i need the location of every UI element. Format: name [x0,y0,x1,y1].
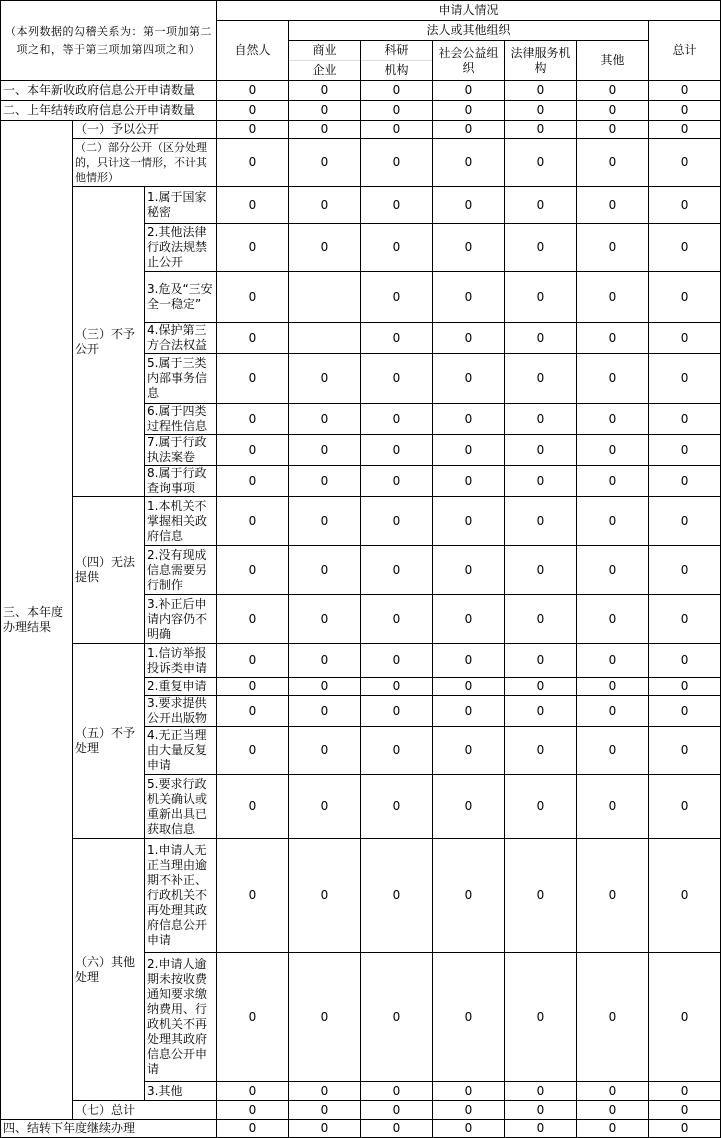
cell-other: 0 [577,696,649,727]
cell-social: 0 [433,224,505,272]
cell-total: 0 [649,435,721,466]
cell-commercial: 0 [289,404,361,435]
cell-natural: 0 [217,1082,289,1101]
cell-commercial: 0 [289,1101,361,1120]
row-label: 2.申请人逾期未按收费通知要求缴纳费用、行政机关不再处理其政府信息公开申请 [145,953,217,1082]
cell-other: 0 [577,121,649,139]
cell-research: 0 [361,187,433,224]
cell-total: 0 [649,497,721,546]
formula-note: （本列数据的勾稽关系为：第一项加第二项之和，等于第三项加第四项之和） [1,1,217,81]
cell-commercial [289,272,361,323]
legal-service-header: 法律服务机构 [505,41,577,81]
cell-research: 0 [361,696,433,727]
row-label: 4.无正当理由大量反复申请 [145,727,217,775]
cell-commercial: 0 [289,224,361,272]
cell-total: 0 [649,644,721,678]
row-label: 5.要求行政机关确认或重新出具已获取信息 [145,775,217,839]
cell-commercial: 0 [289,839,361,953]
row-label: 7.属于行政执法案卷 [145,435,217,466]
cell-legal-service: 0 [505,1082,577,1101]
cell-social: 0 [433,678,505,696]
cell-research: 0 [361,839,433,953]
row-label: 四、结转下年度继续办理 [1,1120,217,1138]
cell-other: 0 [577,354,649,404]
cell-total: 0 [649,404,721,435]
cell-research: 0 [361,404,433,435]
cell-commercial: 0 [289,1120,361,1138]
cell-legal-service: 0 [505,121,577,139]
row-label: 1.信访举报投诉类申请 [145,644,217,678]
cell-natural: 0 [217,323,289,354]
cell-social: 0 [433,272,505,323]
cell-total: 0 [649,1120,721,1138]
cell-total: 0 [649,121,721,139]
cell-research: 0 [361,1082,433,1101]
cell-legal-service: 0 [505,323,577,354]
cell-legal-service: 0 [505,775,577,839]
cell-commercial: 0 [289,187,361,224]
cell-legal-service: 0 [505,404,577,435]
cell-natural: 0 [217,546,289,595]
cell-legal-service: 0 [505,101,577,121]
cell-total: 0 [649,696,721,727]
cell-other: 0 [577,678,649,696]
cell-natural: 0 [217,81,289,101]
cell-legal-service: 0 [505,466,577,497]
row-label: 8.属于行政查询事项 [145,466,217,497]
cell-natural: 0 [217,497,289,546]
research-header-line1: 科研 [361,41,432,61]
cell-social: 0 [433,81,505,101]
cell-social: 0 [433,839,505,953]
cell-research: 0 [361,953,433,1082]
cell-commercial: 0 [289,775,361,839]
cell-total: 0 [649,678,721,696]
cell-other: 0 [577,272,649,323]
cell-total: 0 [649,466,721,497]
total-header: 总计 [649,21,721,81]
cell-research: 0 [361,81,433,101]
cell-total: 0 [649,101,721,121]
cell-research: 0 [361,1101,433,1120]
cell-other: 0 [577,404,649,435]
cell-research: 0 [361,224,433,272]
cell-other: 0 [577,466,649,497]
cell-research: 0 [361,546,433,595]
row-label: （二）部分公开（区分处理的，只计这一情形，不计其他情形） [73,139,217,187]
commercial-header-line1: 商业 [289,41,360,61]
cell-natural: 0 [217,696,289,727]
cell-other: 0 [577,839,649,953]
cell-commercial: 0 [289,1082,361,1101]
cell-total: 0 [649,595,721,644]
cell-legal-service: 0 [505,1120,577,1138]
row-label: 1.申请人无正当理由逾期不补正、行政机关不再处理其政府信息公开申请 [145,839,217,953]
cell-natural: 0 [217,953,289,1082]
cell-social: 0 [433,644,505,678]
row-label: 二、上年结转政府信息公开申请数量 [1,101,217,121]
cell-other: 0 [577,595,649,644]
cell-social: 0 [433,187,505,224]
cell-total: 0 [649,546,721,595]
cell-other: 0 [577,81,649,101]
cell-legal-service: 0 [505,81,577,101]
cell-other: 0 [577,101,649,121]
cell-legal-service: 0 [505,839,577,953]
row-label: 4.保护第三方合法权益 [145,323,217,354]
cell-total: 0 [649,354,721,404]
cell-legal-service: 0 [505,727,577,775]
cell-other: 0 [577,139,649,187]
cell-natural: 0 [217,466,289,497]
cell-social: 0 [433,466,505,497]
cell-social: 0 [433,1120,505,1138]
cell-total: 0 [649,272,721,323]
cell-legal-service: 0 [505,435,577,466]
cell-commercial: 0 [289,139,361,187]
cell-commercial: 0 [289,354,361,404]
cell-commercial: 0 [289,727,361,775]
row-label: 1.属于国家秘密 [145,187,217,224]
cell-other: 0 [577,1120,649,1138]
row-label: 一、本年新收政府信息公开申请数量 [1,81,217,101]
cell-research: 0 [361,727,433,775]
cell-research: 0 [361,775,433,839]
cell-legal-service: 0 [505,696,577,727]
cell-commercial: 0 [289,644,361,678]
cell-natural: 0 [217,1101,289,1120]
cell-commercial: 0 [289,435,361,466]
cell-social: 0 [433,435,505,466]
cell-research: 0 [361,595,433,644]
cell-research: 0 [361,101,433,121]
legal-person-group-header: 法人或其他组织 [289,21,649,41]
cell-social: 0 [433,727,505,775]
cell-natural: 0 [217,404,289,435]
cell-total: 0 [649,224,721,272]
row-label: 3.补正后申请内容仍不明确 [145,595,217,644]
cell-commercial: 0 [289,678,361,696]
other-header: 其他 [577,41,649,81]
cell-natural: 0 [217,678,289,696]
cell-legal-service: 0 [505,1101,577,1120]
cell-other: 0 [577,546,649,595]
cell-social: 0 [433,953,505,1082]
cell-other: 0 [577,644,649,678]
natural-person-header: 自然人 [217,21,289,81]
cell-natural: 0 [217,595,289,644]
cell-legal-service: 0 [505,595,577,644]
cell-research: 0 [361,466,433,497]
cell-social: 0 [433,101,505,121]
cell-social: 0 [433,404,505,435]
cell-total: 0 [649,1101,721,1120]
cell-research: 0 [361,678,433,696]
subgroup-label-not-processed: （五）不予处理 [73,644,145,839]
cell-legal-service: 0 [505,187,577,224]
cell-social: 0 [433,696,505,727]
cell-research: 0 [361,139,433,187]
cell-social: 0 [433,775,505,839]
subgroup-label-other-handling: （六）其他处理 [73,839,145,1101]
cell-commercial: 0 [289,696,361,727]
cell-commercial: 0 [289,497,361,546]
cell-social: 0 [433,139,505,187]
cell-social: 0 [433,323,505,354]
cell-research: 0 [361,323,433,354]
cell-research: 0 [361,121,433,139]
cell-total: 0 [649,81,721,101]
cell-natural: 0 [217,644,289,678]
cell-research: 0 [361,272,433,323]
row-label: （七）总计 [73,1101,217,1120]
cell-legal-service: 0 [505,224,577,272]
row-label: 2.其他法律行政法规禁止公开 [145,224,217,272]
cell-other: 0 [577,1101,649,1120]
research-header-line2: 机构 [384,63,409,77]
cell-other: 0 [577,497,649,546]
research-header [361,41,433,81]
cell-natural: 0 [217,727,289,775]
cell-research: 0 [361,435,433,466]
cell-legal-service: 0 [505,953,577,1082]
cell-legal-service: 0 [505,272,577,323]
cell-research: 0 [361,1120,433,1138]
group-label-results: 三、本年度办理结果 [1,121,73,1120]
cell-natural: 0 [217,139,289,187]
commercial-header [289,41,361,81]
cell-natural: 0 [217,839,289,953]
cell-natural: 0 [217,1120,289,1138]
cell-total: 0 [649,953,721,1082]
cell-legal-service: 0 [505,546,577,595]
cell-social: 0 [433,354,505,404]
cell-other: 0 [577,435,649,466]
row-label: 1.本机关不掌握相关政府信息 [145,497,217,546]
row-label: 3.危及“三安全一稳定” [145,272,217,323]
cell-commercial: 0 [289,466,361,497]
cell-other: 0 [577,323,649,354]
cell-natural: 0 [217,775,289,839]
cell-natural: 0 [217,121,289,139]
cell-natural: 0 [217,101,289,121]
cell-other: 0 [577,187,649,224]
cell-commercial: 0 [289,546,361,595]
cell-social: 0 [433,121,505,139]
commercial-header-line2: 企业 [312,63,337,77]
cell-legal-service: 0 [505,644,577,678]
row-label: 5.属于三类内部事务信息 [145,354,217,404]
cell-other: 0 [577,1082,649,1101]
cell-other: 0 [577,224,649,272]
row-label: （一）予以公开 [73,121,217,139]
cell-commercial: 0 [289,121,361,139]
subgroup-label-cannot-provide: （四）无法提供 [73,497,145,644]
cell-total: 0 [649,775,721,839]
cell-social: 0 [433,1082,505,1101]
cell-social: 0 [433,595,505,644]
cell-social: 0 [433,1101,505,1120]
cell-legal-service: 0 [505,354,577,404]
cell-natural: 0 [217,354,289,404]
applicant-header: 申请人情况 [217,1,721,21]
cell-other: 0 [577,727,649,775]
cell-commercial: 0 [289,81,361,101]
cell-commercial: 0 [289,101,361,121]
cell-commercial: 0 [289,953,361,1082]
cell-total: 0 [649,187,721,224]
cell-total: 0 [649,727,721,775]
cell-research: 0 [361,497,433,546]
cell-research: 0 [361,644,433,678]
cell-legal-service: 0 [505,678,577,696]
row-label: 2.重复申请 [145,678,217,696]
cell-natural: 0 [217,187,289,224]
cell-social: 0 [433,497,505,546]
cell-legal-service: 0 [505,139,577,187]
cell-total: 0 [649,1082,721,1101]
cell-other: 0 [577,775,649,839]
cell-commercial [289,323,361,354]
row-label: 3.其他 [145,1082,217,1101]
row-label: 2.没有现成信息需要另行制作 [145,546,217,595]
cell-total: 0 [649,839,721,953]
cell-research: 0 [361,354,433,404]
social-org-header: 社会公益组织 [433,41,505,81]
cell-total: 0 [649,323,721,354]
cell-natural: 0 [217,272,289,323]
cell-natural: 0 [217,435,289,466]
cell-total: 0 [649,139,721,187]
cell-other: 0 [577,953,649,1082]
row-label: 6.属于四类过程性信息 [145,404,217,435]
cell-social: 0 [433,546,505,595]
cell-natural: 0 [217,224,289,272]
row-label: 3.要求提供公开出版物 [145,696,217,727]
cell-legal-service: 0 [505,497,577,546]
cell-commercial: 0 [289,595,361,644]
subgroup-label-not-disclosed: （三）不予公开 [73,187,145,497]
